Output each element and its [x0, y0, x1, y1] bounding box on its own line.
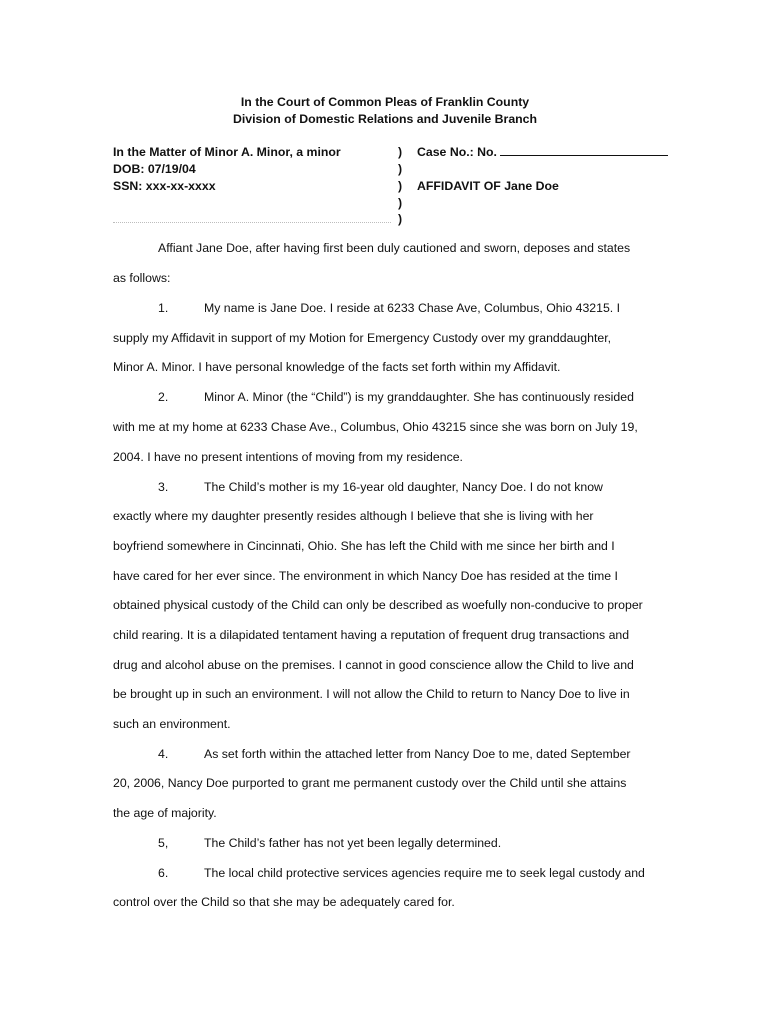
paragraph-number: 1.	[158, 301, 169, 315]
intro-line: Affiant Jane Doe, after having first been duly cautioned and sworn, deposes and states	[158, 241, 631, 255]
paragraph-line: drug and alcohol abuse on the premises. I cannot in good conscience allow the Child to live and	[113, 658, 634, 672]
court-division-line: Division of Domestic Relations and Juvenile Branch	[232, 112, 538, 126]
paragraph-line: 2004. I have no present intentions of moving from my residence.	[113, 450, 463, 464]
caption-ssn: SSN: xxx-xx-xxxx	[113, 179, 216, 193]
intro-line: as follows:	[113, 271, 171, 285]
paragraph-line: The Child’s mother is my 16-year old daughter, Nancy Doe. I do not know	[204, 480, 603, 494]
caption-paren: )	[398, 162, 403, 176]
paragraph-number: 6.	[158, 866, 169, 880]
paragraph-number: 2.	[158, 390, 169, 404]
paragraph-line: the age of majority.	[113, 806, 217, 820]
caption-paren: )	[398, 179, 403, 193]
caption-paren: )	[398, 212, 403, 226]
paragraph-line: Minor A. Minor (the “Child”) is my granddaughter. She has continuously resided	[204, 390, 634, 404]
paragraph-line: such an environment.	[113, 717, 231, 731]
paragraph-line: boyfriend somewhere in Cincinnati, Ohio. She has left the Child with me since her birth and I	[113, 539, 615, 553]
paragraph-number: 3.	[158, 480, 169, 494]
paragraph-line: exactly where my daughter presently resides although I believe that she is living with her	[113, 509, 594, 523]
paragraph-line: My name is Jane Doe. I reside at 6233 Chase Ave, Columbus, Ohio 43215. I	[204, 301, 621, 315]
paragraph-line: The local child protective services agencies require me to seek legal custody and	[204, 866, 645, 880]
caption-paren: )	[398, 145, 403, 159]
paragraph-number: 5,	[158, 836, 169, 850]
paragraph-line: Minor A. Minor. I have personal knowledge of the facts set forth within my Affidavit.	[113, 360, 561, 374]
document-title: AFFIDAVIT OF Jane Doe	[417, 179, 559, 193]
caption-matter: In the Matter of Minor A. Minor, a minor	[113, 145, 341, 159]
paragraph-line: The Child’s father has not yet been legally determined.	[204, 836, 502, 850]
paragraph-line: child rearing. It is a dilapidated tentament having a reputation of frequent drug transactions and	[113, 628, 630, 642]
court-name-line: In the Court of Common Pleas of Franklin County	[240, 95, 530, 109]
caption-paren: )	[398, 196, 403, 210]
caption-divider	[113, 222, 391, 223]
paragraph-line: As set forth within the attached letter from Nancy Doe to me, dated September	[204, 747, 631, 761]
paragraph-line: control over the Child so that she may be adequately cared for.	[113, 895, 455, 909]
case-number-blank	[500, 145, 668, 156]
case-number-label: Case No.: No.	[417, 145, 497, 159]
paragraph-line: have cared for her ever since. The environment in which Nancy Doe has resided at the time I	[113, 569, 618, 583]
paragraph-line: be brought up in such an environment. I will not allow the Child to return to Nancy Doe to live in	[113, 687, 630, 701]
paragraph-line: supply my Affidavit in support of my Motion for Emergency Custody over my granddaughter,	[113, 331, 612, 345]
case-number-field	[417, 145, 668, 159]
caption-dob: DOB: 07/19/04	[113, 162, 196, 176]
paragraph-line: 20, 2006, Nancy Doe purported to grant me permanent custody over the Child until she attains	[113, 776, 627, 790]
paragraph-line: obtained physical custody of the Child can only be described as woefully non-conducive to proper	[113, 598, 643, 612]
paragraph-line: with me at my home at 6233 Chase Ave., Columbus, Ohio 43215 since she was born on July 19,	[113, 420, 638, 434]
paragraph-number: 4.	[158, 747, 169, 761]
